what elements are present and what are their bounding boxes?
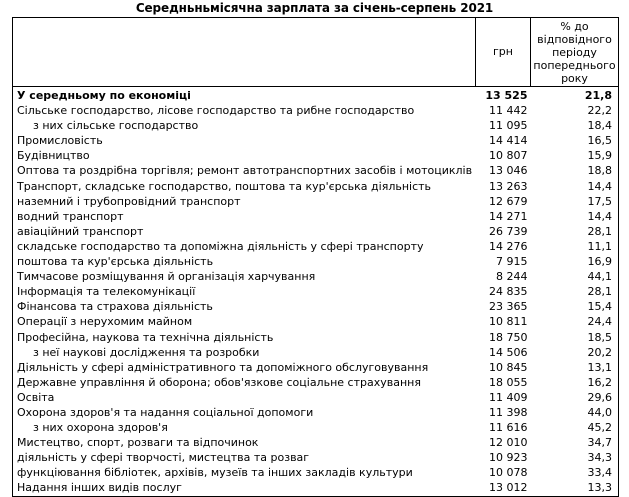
- table-row: [13, 148, 619, 163]
- table-header-row: [13, 18, 619, 87]
- row-value-percent: 29,6: [587, 390, 612, 404]
- row-activity-name: Мистецтво, спорт, розваги та відпочинок: [17, 436, 259, 450]
- row-activity-name: Транспорт, складське господарство, поштова та кур'єрська діяльність: [17, 179, 432, 193]
- row-value-percent: 16,2: [587, 375, 612, 389]
- table-row: [13, 224, 619, 239]
- row-value-percent: 45,2: [587, 421, 612, 435]
- row-value-percent: 14,4: [587, 179, 612, 193]
- row-value-percent: 15,4: [587, 300, 612, 314]
- row-value-uah: 18 750: [489, 330, 528, 344]
- table-row: [13, 299, 619, 314]
- row-value-percent: 18,5: [587, 330, 612, 344]
- table-row: [13, 239, 619, 254]
- row-value-percent: 44,0: [587, 405, 612, 419]
- table-row: [13, 284, 619, 299]
- average-wage-table: [12, 17, 619, 497]
- row-value-percent: 34,3: [587, 451, 612, 465]
- row-activity-name: Професійна, наукова та технічна діяльність: [17, 330, 274, 344]
- table-row: [13, 375, 619, 390]
- row-value-percent: 20,2: [587, 345, 612, 359]
- row-activity-name: водний транспорт: [17, 209, 124, 223]
- row-value-percent: 13,1: [587, 360, 612, 374]
- row-value-percent: 18,4: [587, 119, 612, 133]
- row-value-uah: 24 835: [489, 285, 528, 299]
- row-value-uah: 10 923: [489, 451, 528, 465]
- column-header-percent: % до відповідного періоду попереднього року: [531, 18, 619, 87]
- row-activity-name: Операції з нерухомим майном: [17, 315, 193, 329]
- row-activity-name: поштова та кур'єрська діяльність: [17, 255, 214, 269]
- column-header-activity: [13, 18, 476, 87]
- table-row: [13, 345, 619, 360]
- row-value-uah: 11 398: [489, 405, 528, 419]
- row-activity-name: Фінансова та страхова діяльність: [17, 300, 213, 314]
- row-value-percent: 17,5: [587, 194, 612, 208]
- row-value-percent: 44,1: [587, 270, 612, 284]
- row-value-uah: 11 442: [489, 104, 528, 118]
- table-row: [13, 435, 619, 450]
- row-activity-name: Будівництво: [17, 149, 90, 163]
- table-row: [13, 87, 619, 104]
- table-row: [13, 314, 619, 329]
- table-row: [13, 405, 619, 420]
- table-row: [13, 254, 619, 269]
- row-activity-name: Освіта: [17, 390, 55, 404]
- row-activity-name: з неї наукові дослідження та розробки: [33, 345, 260, 359]
- row-value-uah: 12 010: [489, 436, 528, 450]
- table-row: [13, 163, 619, 178]
- page-title: Середньньмісячна зарплата за січень-серпень 2021: [135, 1, 494, 15]
- row-activity-name: авіаційний транспорт: [17, 224, 144, 238]
- row-activity-name: Діяльність у сфері адміністративного та допоміжного обслуговування: [17, 360, 429, 374]
- table-row: [13, 209, 619, 224]
- row-value-uah: 13 012: [489, 481, 528, 495]
- row-activity-name: Промисловість: [17, 134, 103, 148]
- row-activity-name: У середньому по економіці: [17, 89, 191, 102]
- row-value-uah: 14 506: [489, 345, 528, 359]
- row-value-percent: 34,7: [587, 436, 612, 450]
- row-value-uah: 12 679: [489, 194, 528, 208]
- table-row: [13, 480, 619, 496]
- table-row: [13, 360, 619, 375]
- row-value-uah: 8 244: [496, 270, 528, 284]
- table-row: [13, 330, 619, 345]
- row-value-uah: 11 616: [489, 421, 528, 435]
- row-value-uah: 10 811: [489, 315, 528, 329]
- row-value-uah: 7 915: [496, 255, 528, 269]
- table-container: [12, 17, 618, 497]
- table-body: [13, 87, 619, 497]
- column-header-uah: грн: [476, 18, 531, 87]
- row-value-percent: 24,4: [587, 315, 612, 329]
- row-activity-name: діяльність у сфері творчості, мистецтва та розваг: [17, 451, 310, 465]
- row-value-uah: 10 845: [489, 360, 528, 374]
- row-value-percent: 18,8: [587, 164, 612, 178]
- row-value-uah: 23 365: [489, 300, 528, 314]
- row-activity-name: Оптова та роздрібна торгівля; ремонт автотранспортних засобів і мотоциклів: [17, 164, 473, 178]
- row-value-uah: 13 046: [489, 164, 528, 178]
- row-value-uah: 13 525: [485, 89, 528, 102]
- row-value-percent: 16,5: [587, 134, 612, 148]
- table-row: [13, 118, 619, 133]
- row-value-percent: 22,2: [587, 104, 612, 118]
- row-value-percent: 14,4: [587, 209, 612, 223]
- row-activity-name: Охорона здоров'я та надання соціальної допомоги: [17, 405, 314, 419]
- table-header: [13, 18, 619, 87]
- table-row: [13, 103, 619, 118]
- row-activity-name: функціювання бібліотек, архівів, музеїв та інших закладів культури: [17, 466, 413, 480]
- table-row: [13, 420, 619, 435]
- row-activity-name: Надання інших видів послуг: [17, 481, 182, 495]
- row-activity-name: Державне управління й оборона; обов'язкове соціальне страхування: [17, 375, 421, 389]
- row-value-uah: 11 095: [489, 119, 528, 133]
- row-value-uah: 18 055: [489, 375, 528, 389]
- row-value-uah: 10 807: [489, 149, 528, 163]
- row-value-uah: 26 739: [489, 224, 528, 238]
- row-value-uah: 14 271: [489, 209, 528, 223]
- table-row: [13, 450, 619, 465]
- row-value-percent: 16,9: [587, 255, 612, 269]
- row-value-uah: 14 414: [489, 134, 528, 148]
- table-row: [13, 390, 619, 405]
- row-value-uah: 10 078: [489, 466, 528, 480]
- row-value-uah: 14 276: [489, 239, 528, 253]
- table-row: [13, 194, 619, 209]
- row-value-percent: 13,3: [587, 481, 612, 495]
- row-activity-name: складське господарство та допоміжна діяльність у сфері транспорту: [17, 239, 424, 253]
- table-row: [13, 179, 619, 194]
- row-activity-name: Тимчасове розміщування й організація харчування: [17, 270, 316, 284]
- row-value-uah: 13 263: [489, 179, 528, 193]
- row-activity-name: з них сільське господарство: [33, 119, 199, 133]
- row-activity-name: наземний і трубопровідний транспорт: [17, 194, 241, 208]
- row-activity-name: з них охорона здоров'я: [33, 421, 168, 435]
- row-value-percent: 33,4: [587, 466, 612, 480]
- row-activity-name: Сільське господарство, лісове господарство та рибне господарство: [17, 104, 415, 118]
- row-value-percent: 28,1: [587, 285, 612, 299]
- row-value-percent: 15,9: [587, 149, 612, 163]
- row-activity-name: Інформація та телекомунікації: [17, 285, 196, 299]
- table-row: [13, 269, 619, 284]
- row-value-percent: 28,1: [587, 224, 612, 238]
- table-row: [13, 133, 619, 148]
- row-value-percent: 21,8: [584, 89, 612, 102]
- row-value-percent: 11,1: [587, 239, 612, 253]
- row-value-uah: 11 409: [489, 390, 528, 404]
